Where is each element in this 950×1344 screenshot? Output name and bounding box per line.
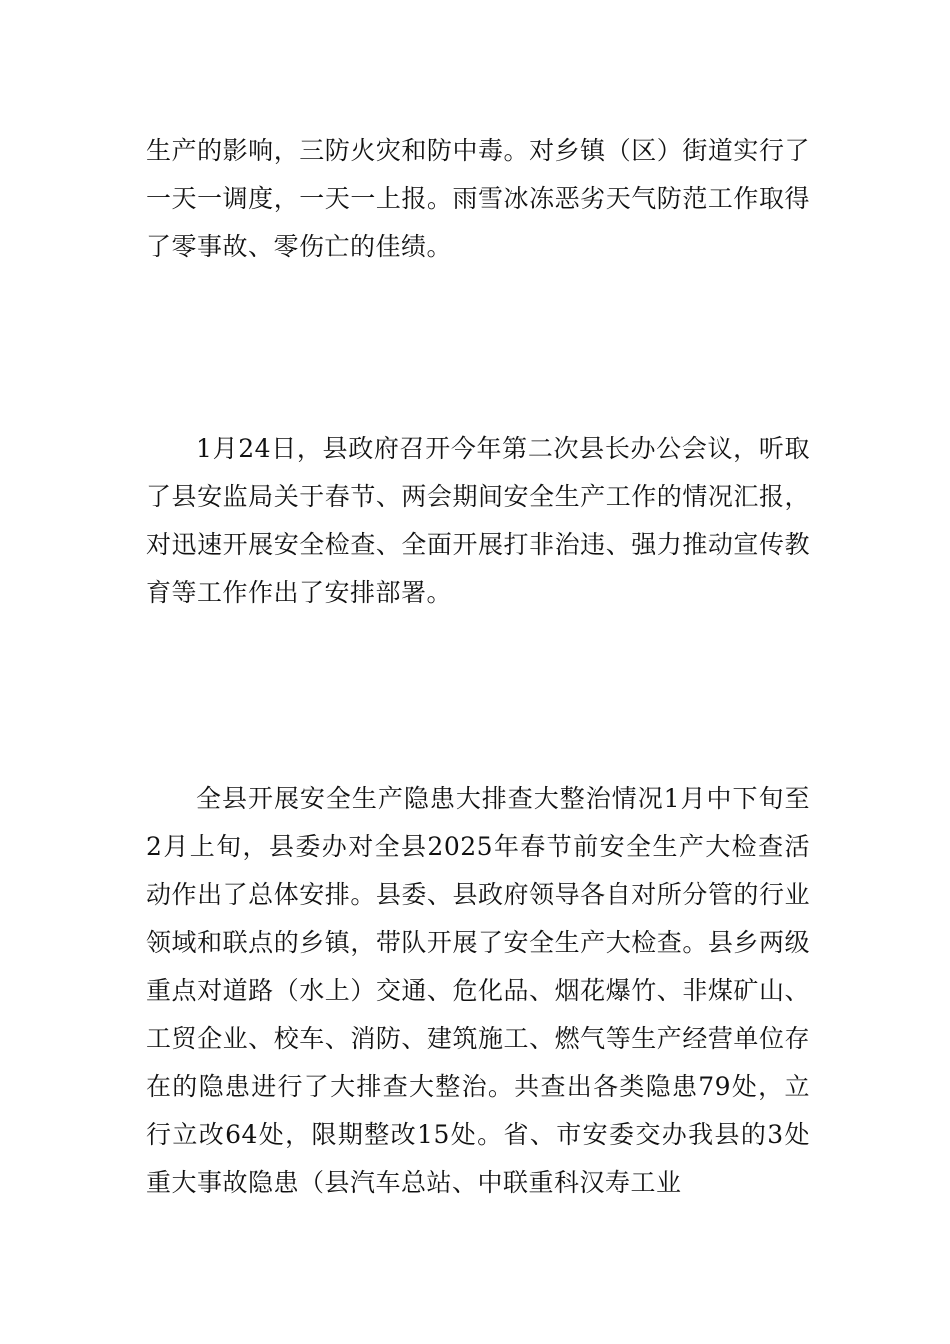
paragraph-2: 1月24日，县政府召开今年第二次县长办公会议，听取了县安监局关于春节、两会期间安全生产工作的情况汇报，对迅速开展安全检查、全面开展打非治违、强力推动宣传教育等工作作出了安排部署。 [146,434,810,607]
paragraph-1: 生产的影响，三防火灾和防中毒。对乡镇（区）街道实行了一天一调度，一天一上报。雨雪冰冻恶劣天气防范工作取得了零事故、零伤亡的佳绩。 [146,136,810,261]
paragraph-3: 全县开展安全生产隐患大排查大整治情况1月中下旬至2月上旬，县委办对全县2025年春节前安全生产大检查活动作出了总体安排。县委、县政府领导各自对所分管的行业领域和联点的乡镇，带队开展了安全生产大检查。县乡两级重点对道路（水上）交通、危化品、烟花爆竹、非煤矿山、工贸企业、校车、消防、建筑施工、燃气等生产经营单位存在的隐患进行了大排查大整治。共查出各类隐患79处，立行立改64处，限期整改15处。省、市安委交办我县的3处重大事故隐患（县汽车总站、中联重科汉寿工业 [146,784,810,1197]
